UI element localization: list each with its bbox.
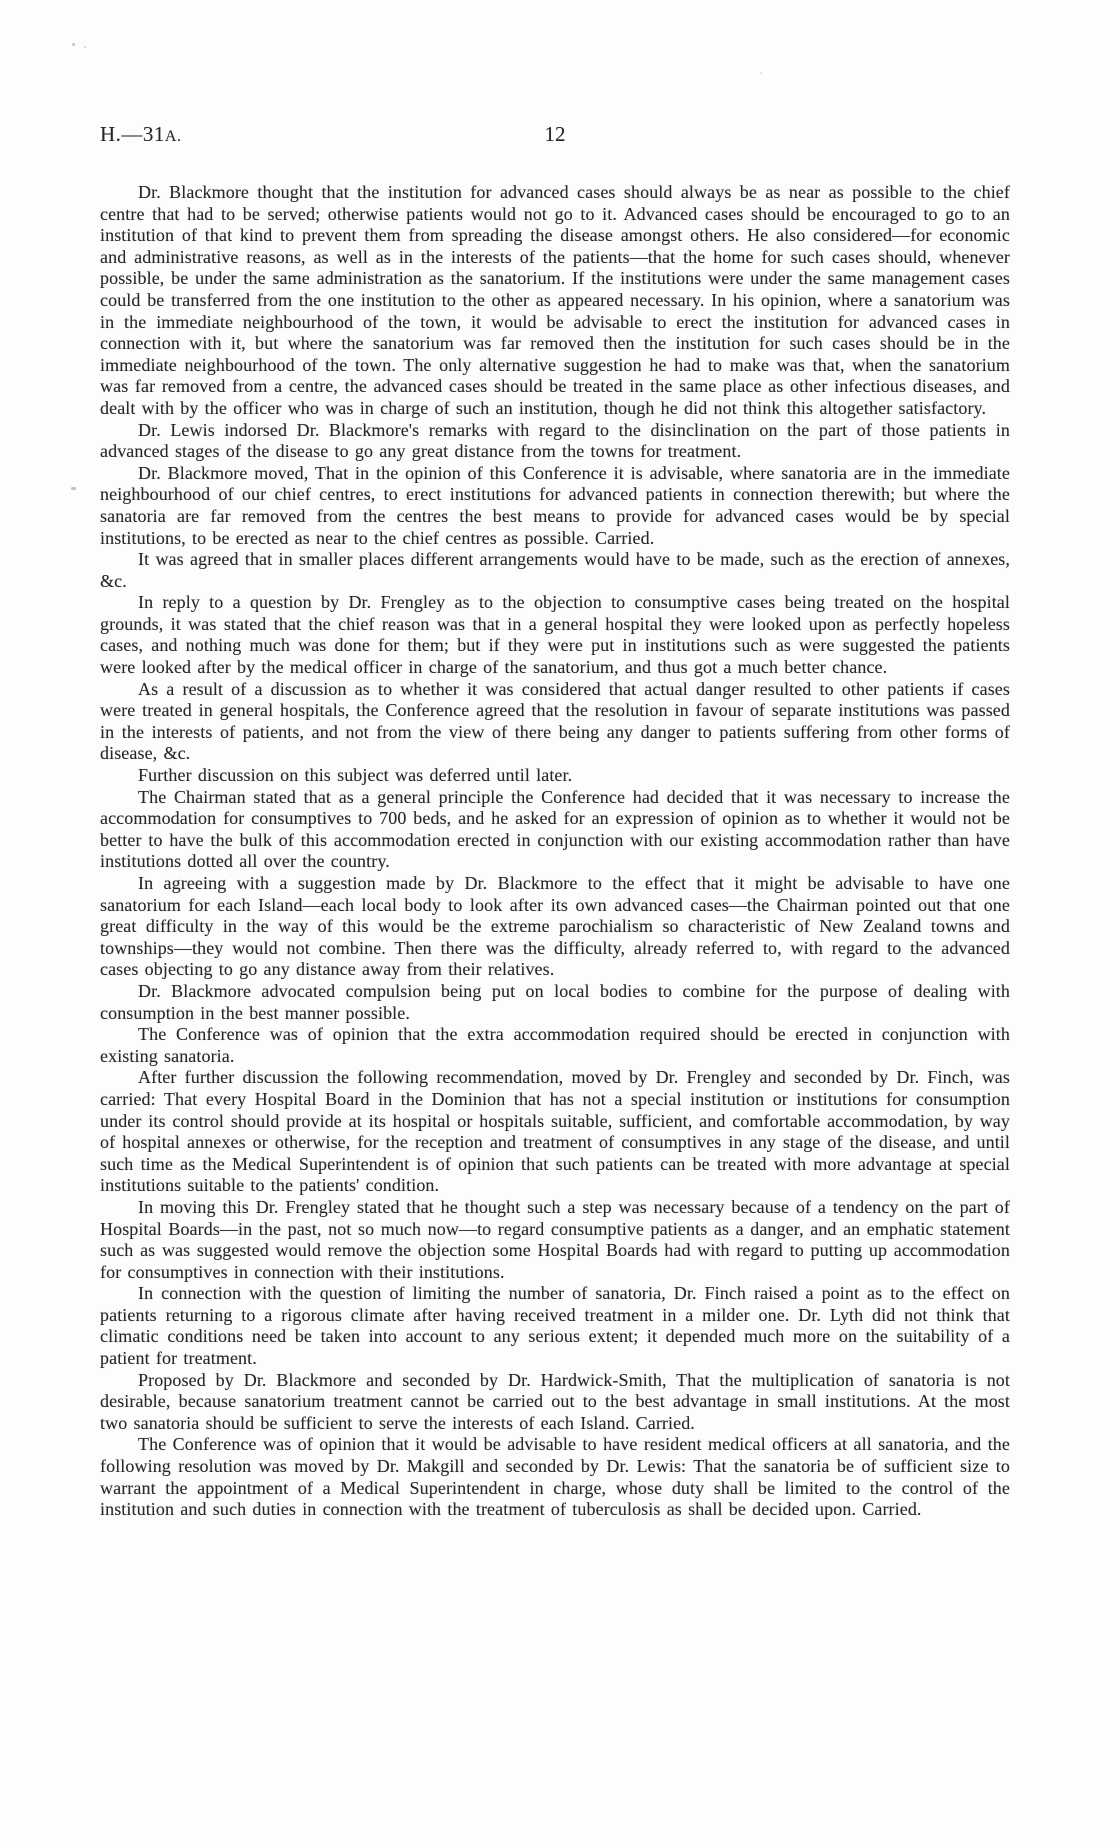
paragraph: The Chairman stated that as a general principle the Conference had decided that it was necessary to increase the accommodation for consumptives to 700 beds, and he asked for an expression of opinion as to whether it would not be better to have the bulk of this accommodation erected in conjunction with our existing accommodation rather than have institutions dotted all over the country. bbox=[100, 786, 1010, 872]
paragraph: Dr. Blackmore moved, That in the opinion of this Conference it is advisable, where sanatoria are in the immediate neighbourhood of our chief centres, to erect institutions for advanced patients in connection therewith; but where the sanatoria are far removed from the centres the best means to provide for advanced cases would be by special institutions, to be erected as near to the chief centres as possible. Carried. bbox=[100, 462, 1010, 548]
document-body bbox=[100, 182, 1010, 1521]
document-reference-main: H.—31 bbox=[100, 122, 165, 146]
scan-artifact bbox=[72, 43, 75, 46]
paragraph: The Conference was of opinion that it would be advisable to have resident medical officers at all sanatoria, and the following resolution was moved by Dr. Makgill and seconded by Dr. Lewis: That the sanatoria be of sufficient size to warrant the appointment of a Medical Superintendent in charge, whose duty shall be limited to the control of the institution and such duties in connection with the treatment of tuberculosis as shall be decided upon. Carried. bbox=[100, 1434, 1010, 1520]
paragraph: The Conference was of opinion that the extra accommodation required should be erected in conjunction with existing sanatoria. bbox=[100, 1024, 1010, 1066]
paragraph: Dr. Blackmore advocated compulsion being put on local bodies to combine for the purpose of dealing with consumption in the best manner possible. bbox=[100, 980, 1010, 1023]
paragraph: Dr. Lewis indorsed Dr. Blackmore's remarks with regard to the disinclination on the part of those patients in advanced stages of the disease to go any great distance from the towns for treatment. bbox=[100, 419, 1010, 462]
document-reference-suffix: A. bbox=[164, 128, 182, 145]
document-reference bbox=[100, 122, 320, 147]
paragraph: Dr. Blackmore thought that the institution for advanced cases should always be as near as possible to the chief centre that had to be served; otherwise patients would not go to it. Advanced cases should be encouraged to go to an institution of that kind to prevent them from spreading the disease amongst others. He also considered—for economic and administrative reasons, as well as in the interests of the patients—that the home for such cases should, whenever possible, be under the same administration as the sanatorium. If the institutions were under the same management cases could be transferred from the one institution to the other as appeared necessary. In his opinion, where a sanatorium was in the immediate neighbourhood of the town, it would be advisable to erect the institution for advanced cases in connection with it, but where the sanatorium was far removed then the institution for such cases should be in the immediate neighbourhood of the town. The only alternative suggestion he had to make was that, when the sanatorium was far removed from a centre, the advanced cases should be treated in the same place as other infectious diseases, and dealt with by the officer who was in charge of such an institution, though he did not think this altogether satisfactory. bbox=[100, 182, 1010, 418]
paragraph: Further discussion on this subject was deferred until later. bbox=[138, 765, 573, 786]
paragraph: In connection with the question of limiting the number of sanatoria, Dr. Finch raised a point as to the effect on patients returning to a rigorous climate after having received treatment in a milder one. Dr. Lyth did not think that climatic conditions need be taken into account to any serious extent; it depended much more on the suitability of a patient for treatment. bbox=[100, 1283, 1010, 1369]
scan-artifact bbox=[84, 46, 86, 48]
paragraph: In reply to a question by Dr. Frengley as to the objection to consumptive cases being treated on the hospital grounds, it was stated that the chief reason was that in a general hospital they were looked upon as perfectly hopeless cases, and nothing much was done for them; but if they were put in institutions such as were suggested the patients were looked after by the medical officer in charge of the sanatorium, and thus got a much better chance. bbox=[100, 592, 1010, 678]
page-header bbox=[100, 122, 1010, 147]
scan-artifact bbox=[760, 72, 762, 74]
paragraph: Proposed by Dr. Blackmore and seconded by Dr. Hardwick-Smith, That the multiplication of sanatoria is not desirable, because sanatorium treatment cannot be carried out to the best advantage in small institutions. At the most two sanatoria should be sufficient to serve the interests of each Island. Carried. bbox=[100, 1369, 1010, 1433]
paragraph: As a result of a discussion as to whether it was considered that actual danger resulted to other patients if cases were treated in general hospitals, the Conference agreed that the resolution in favour of separate institutions was passed in the interests of patients, and not from the view of there being any danger to patients suffering from other forms of disease, &c. bbox=[100, 678, 1010, 764]
page-number: 12 bbox=[544, 122, 566, 146]
paragraph: It was agreed that in smaller places different arrangements would have to be made, such as the erection of annexes, &c. bbox=[100, 549, 1010, 591]
paragraph: After further discussion the following recommendation, moved by Dr. Frengley and seconded by Dr. Finch, was carried: That every Hospital Board in the Dominion that has not a special institution or institutions for consumption under its control should provide at its hospital or hospitals suitable, sufficient, and comfortable accommodation, by way of hospital annexes or otherwise, for the reception and treatment of consumptives in any stage of the disease, and until such time as the Medical Superintendent is of opinion that such patients can be treated with more advantage at special institutions suitable to the patients' condition. bbox=[100, 1067, 1010, 1196]
paragraph: In moving this Dr. Frengley stated that he thought such a step was necessary because of a tendency on the part of Hospital Boards—in the past, not so much now—to regard consumptive patients as a danger, and an emphatic statement such as was suggested would remove the objection some Hospital Boards had with regard to putting up accommodation for consumptives in connection with their institutions. bbox=[100, 1196, 1010, 1282]
scan-artifact bbox=[71, 487, 76, 490]
paragraph: In agreeing with a suggestion made by Dr. Blackmore to the effect that it might be advisable to have one sanatorium for each Island—each local body to look after its own advanced cases—the Chairman pointed out that one great difficulty in the way of this would be the extreme parochialism so characteristic of New Zealand towns and townships—they would not combine. Then there was the difficulty, already referred to, with regard to the advanced cases objecting to go any distance away from their relatives. bbox=[100, 873, 1010, 980]
